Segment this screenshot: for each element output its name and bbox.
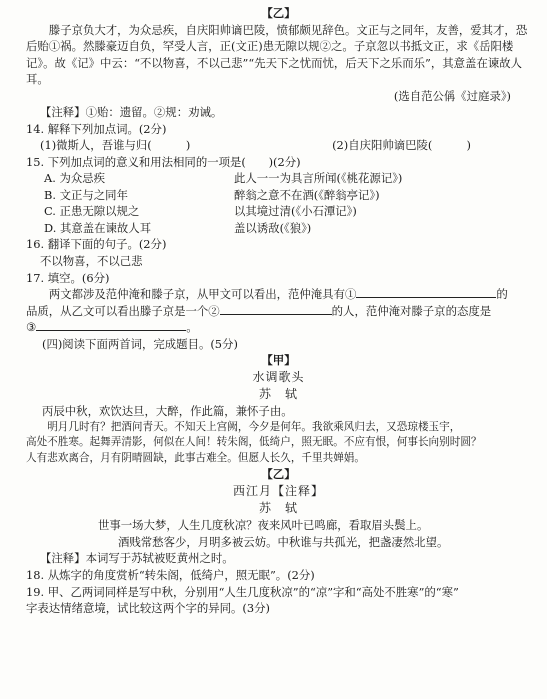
q17-text-2: 品质，从乙文可以看出滕子京是一个② [26,303,220,318]
jia-author: 苏 轼 [258,387,298,402]
answer-blank-2[interactable] [220,303,332,315]
q15-option-a[interactable] [26,170,531,187]
jia-line-3: 人有悲欢离合，月有阴晴圆缺，此事古难全。但愿人长久，千里共婵娟。 [26,451,365,464]
section-yi-heading: 【乙】 [261,6,296,20]
option-right: 以其境过清(《小石潭记》) [234,204,357,219]
q15-option-d[interactable] [26,220,531,237]
jia-mark: 【甲】 [261,353,296,368]
yi2-title: 西江月【注释】 [232,483,324,498]
q17-text-1: 两文都涉及范仲淹和滕子京，从甲文可以看出，范仲淹具有① [48,287,357,302]
jia-title: 水调歌头 [252,369,305,384]
q17-line2 [26,303,531,320]
q14-item-b: (2)自庆阳帅谪巴陵( ) [332,138,471,153]
q14-items [26,137,531,154]
q17-text-3: ③ [26,320,37,335]
q14-title: 14. 解释下列加点词。(2分) [26,121,167,136]
question-15 [26,154,531,237]
question-19 [26,584,531,617]
option-left: A. 为众忌疾 [44,171,106,186]
yi2-mark: 【乙】 [261,467,296,482]
option-left: C. 正患无隙以规之 [44,204,140,219]
answer-blank-1[interactable] [356,286,496,298]
q14-item-a: (1)微斯人，吾谁与归( ) [40,138,191,153]
question-14 [26,121,531,154]
option-left: B. 文正与之同年 [44,187,128,202]
q16-sentence: 不以物喜，不以己悲 [40,253,143,268]
q17-line1 [26,286,531,303]
q15-option-c[interactable] [26,203,531,220]
jia-preface: 丙辰中秋，欢饮达旦，大醉，作此篇，兼怀子由。 [42,404,293,419]
answer-blank-3[interactable] [36,319,186,331]
question-17 [26,270,531,336]
option-right: 此人一一为具言所闻(《桃花源记》) [234,171,403,186]
q17-text-3-end: 。 [186,320,198,335]
passage-yi-text: 滕子京负大才，为众忌疾，自庆阳帅谪巴陵，愤郁颇见辞色。文正与之同年，友善，爱其才，恐后贻①祸。然滕豪迈自负，罕受人言，正(文正)患无隙以规②之。子京忽以书抵文正，求《岳阳楼记》。故《记》中云：“不以物喜，不以己悲”“先天下之忧而忧，后天下之乐而乐”，其意盖在谏故人耳。 [26,22,528,87]
q17-text-1-end: 的 [496,287,508,302]
option-right: 盖以诱敌(《狼》) [234,220,312,235]
q16-title: 16. 翻译下面的句子。(2分) [26,237,167,252]
q17-text-2-end: 的人，范仲淹对滕子京的态度是 [331,303,492,318]
yi2-author: 苏 轼 [258,501,298,515]
jia-line-1: 明月几时有？把酒问青天。不知天上宫阙，今夕是何年。我欲乘风归去，又恐琼楼玉宇， [47,421,461,433]
jia-line-2: 高处不胜寒。起舞弄清影，何似在人间！转朱阁，低绮户，照无眠。不应有恨，何事长向别时圆？ [26,436,482,449]
question-16 [26,236,531,269]
option-right: 醉翁之意不在酒(《醉翁亭记》) [234,187,380,202]
question-18: 18. 从炼字的角度赏析“转朱阁，低绮户，照无眠”。(2分) [26,567,315,582]
q19-line-2: 字表达情绪意境，试比较这两个字的异同。(3分) [26,601,270,616]
yi2-line-2: 酒贱常愁客少，月明多被云妨。中秋谁与共孤光，把盏凄然北望。 [118,534,449,549]
part-four-heading: (四)阅读下面两首词，完成题目。(5分) [42,336,238,351]
q15-title: 15. 下列加点词的意义和用法相同的一项是( )(2分) [26,154,301,169]
yi2-line-1: 世事一场大梦，人生几度秋凉？夜来风叶已鸣廊，看取眉头鬓上。 [98,518,429,533]
q15-option-b[interactable] [26,187,531,204]
q17-title: 17. 填空。(6分) [26,270,110,285]
q17-line3 [26,319,531,336]
q19-line-1: 19. 甲、乙两词同样是写中秋，分别用“人生几度秋凉”的“凉”字和“高处不胜寒”的“寒” [26,584,459,599]
passage-source: (选自范公偁《过庭录》) [393,88,511,103]
yi2-note: 【注释】本词写于苏轼被贬黄州之时。 [40,551,234,566]
note-yi: 【注释】①贻：遗留。②规：劝诫。 [40,105,223,120]
option-left: D. 其意盖在谏故人耳 [44,220,152,235]
